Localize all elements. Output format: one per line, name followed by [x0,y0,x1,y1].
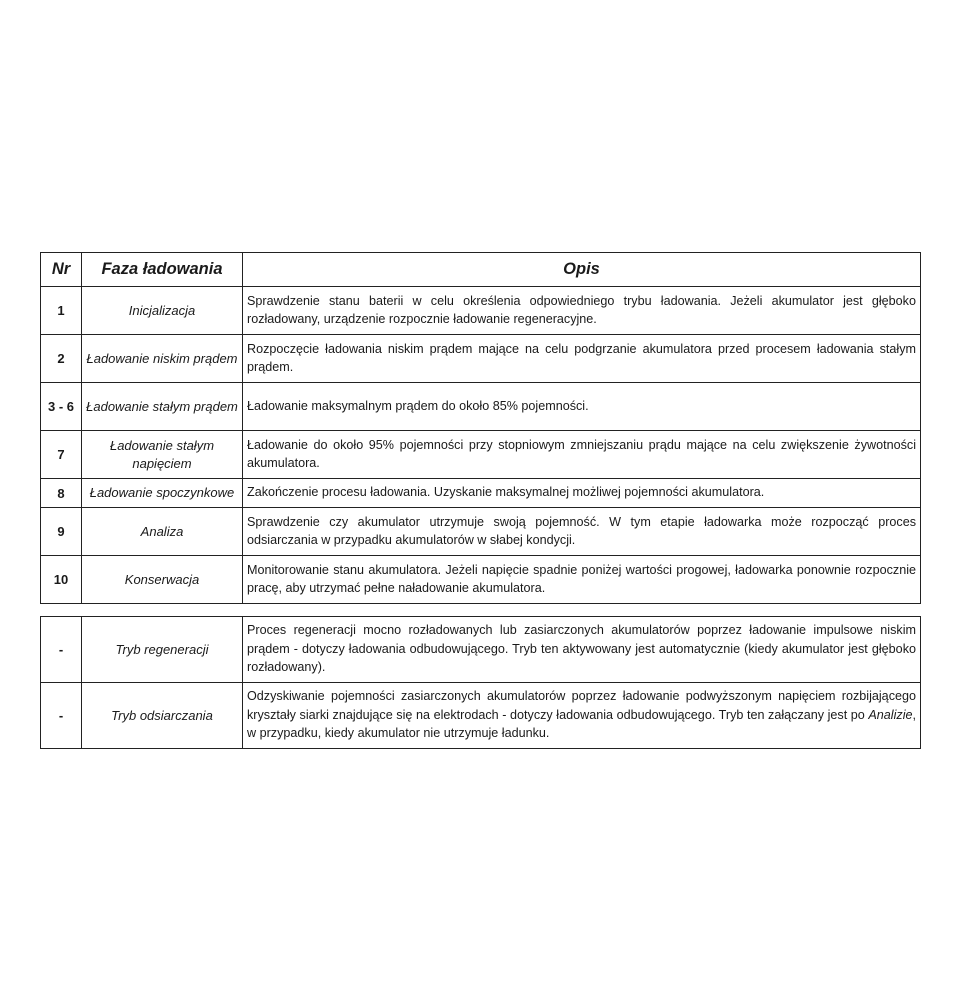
table-header-row [41,253,921,287]
header-opis: Opis [243,253,921,287]
row-nr: 2 [41,335,82,383]
table-row [41,683,921,749]
row-nr: - [41,617,82,683]
table-row [41,508,921,556]
table-row [41,335,921,383]
row-nr: 9 [41,508,82,556]
table-row [41,431,921,479]
opis-text: Odzyskiwanie pojemności zasiarczonych akumulatorów poprzez ładowanie podwyższonym napięciem rozbijającego kryształy siarki znajdujące się na elektrodach - dotyczy ładowania odbudowującego. Tryb ten załączany jest po [247,689,916,722]
charging-phases-table [40,252,921,604]
row-opis: Ładowanie maksymalnym prądem do około 85% pojemności. [243,383,921,431]
row-opis: Sprawdzenie stanu baterii w celu określenia odpowiedniego trybu ładowania. Jeżeli akumulator jest głęboko rozładowany, urządzenie rozpocznie ładowanie regeneracyjne. [243,287,921,335]
row-nr: 1 [41,287,82,335]
row-opis [243,683,921,749]
row-nr: 3 - 6 [41,383,82,431]
row-opis: Zakończenie procesu ładowania. Uzyskanie maksymalnej możliwej pojemności akumulatora. [243,479,921,508]
row-opis: Monitorowanie stanu akumulatora. Jeżeli napięcie spadnie poniżej wartości progowej, ładowarka ponownie rozpocznie pracę, aby utrzymać pełne naładowanie akumulatora. [243,556,921,604]
row-faza: Ładowanie stałym prądem [82,383,243,431]
analiza-reference: Analizie [868,707,913,722]
opis-text: , w przypadku, kiedy akumulator nie utrzymuje ładunku. [247,707,916,741]
table-row [41,287,921,335]
row-opis: Ładowanie do około 95% pojemności przy stopniowym zmniejszaniu prądu mające na celu zwiększenie żywotności akumulatora. [243,431,921,479]
row-faza: Ładowanie spoczynkowe [82,479,243,508]
row-faza: Ładowanie niskim prądem [82,335,243,383]
row-faza: Konserwacja [82,556,243,604]
table-row [41,556,921,604]
special-modes-table [40,616,921,749]
row-opis: Sprawdzenie czy akumulator utrzymuje swoją pojemność. W tym etapie ładowarka może rozpocząć proces odsiarczania w przypadku akumulatorów w słabej kondycji. [243,508,921,556]
row-nr: 8 [41,479,82,508]
row-opis: Proces regeneracji mocno rozładowanych lub zasiarczonych akumulatorów poprzez ładowanie impulsowe niskim prądem - dotyczy ładowania odbudowującego. Tryb ten aktywowany jest automatycznie (kiedy akumulator jest głęboko rozładowany). [243,617,921,683]
row-opis: Rozpoczęcie ładowania niskim prądem mające na celu podgrzanie akumulatora przed procesem ładowania stałym prądem. [243,335,921,383]
header-nr: Nr [41,253,82,287]
row-nr: 7 [41,431,82,479]
row-nr: - [41,683,82,749]
table-row [41,383,921,431]
table-row [41,479,921,508]
row-faza: Analiza [82,508,243,556]
row-nr: 10 [41,556,82,604]
row-faza: Inicjalizacja [82,287,243,335]
row-faza: Tryb regeneracji [82,617,243,683]
table-row [41,617,921,683]
row-faza: Tryb odsiarczania [82,683,243,749]
header-faza: Faza ładowania [82,253,243,287]
row-faza: Ładowanie stałym napięciem [82,431,243,479]
